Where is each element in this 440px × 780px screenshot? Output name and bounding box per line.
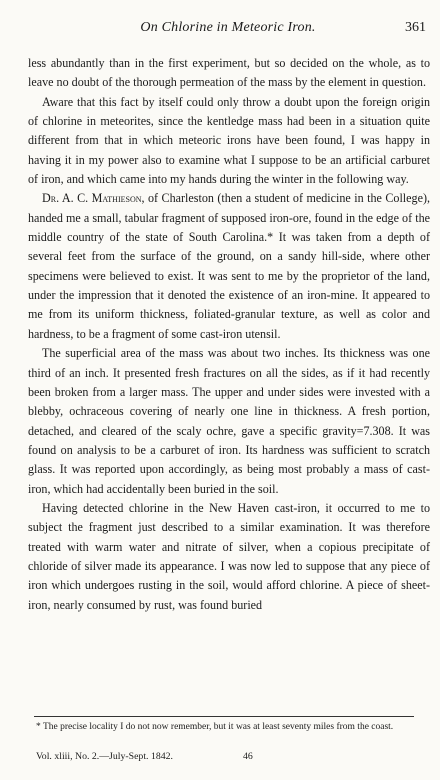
- paragraph-1: less abundantly than in the first experiment, but so decided on the whole, as to leave no doubt of the thorough permeation of the mass by the element in question.: [28, 56, 430, 90]
- running-title: On Chlorine in Meteoric Iron.: [140, 20, 316, 35]
- author-name: Dr. A. C. Mathieson,: [42, 191, 145, 206]
- footnote-divider: [34, 716, 414, 717]
- paragraph-2: Aware that this fact by itself could only throw a doubt upon the foreign origin of chlorine in meteorites, since the kentledge mass had been in a situation quite different from that in which meteoric irons have been found, I was happy in having it in my power also to examine what I suppose to be an artificial carburet of iron, and which came into my hands during the winter in the following way.: [28, 94, 430, 187]
- paragraph-3-text: of Charleston (then a student of medicine in the College), handed me a small, tabular fragment of supposed iron-ore, found in the edge of the middle country of the state of South Carolina.* It was taken from a depth of several feet from the surface of the ground, on a sandy hill-side, where other specimens were believed to exist. It was sent to me by the proprietor of the land, under the impression that it denoted the existence of an iron-mine. It appeared to me from its uniform thickness, foliated-granular texture, as well as color and hardness, to be a fragment of some cast-iron utensil.: [28, 191, 431, 341]
- volume-info: Vol. xliii, No. 2.—July-Sept. 1842.: [36, 751, 173, 762]
- footnote: [28, 721, 430, 734]
- paragraph-4: The superficial area of the mass was about two inches. Its thickness was one third of an inch. It presented fresh fractures on all the sides, as if it had recently been broken from a larger mass. The upper and under sides were invested with a blebby, ochraceous covering of nearly one line in thickness. A fresh portion, detached, and cleared of the scaly ochre, gave a specific gravity=7.308. It was found on analysis to be a carburet of iron. Its hardness was sufficient to scratch glass. It was reported upon accordingly, as being most probably a mass of cast-iron, which had accidentally been buried in the soil.: [28, 346, 430, 496]
- article-body: [28, 54, 430, 615]
- page-header: [28, 20, 428, 40]
- page-number: 361: [405, 20, 426, 35]
- paragraph-3: [28, 189, 430, 344]
- paragraph-5: Having detected chlorine in the New Haven cast-iron, it occurred to me to subject the fragment just described to a similar examination. It was therefore treated with warm water and nitrate of silver, when a copious precipitate of chloride of silver made its appearance. I was now led to suppose that any piece of iron which undergoes rusting in the soil, would afford chlorine. A piece of sheet-iron, nearly consumed by rust, was found buried: [28, 500, 430, 612]
- footnote-text: * The precise locality I do not now remember, but it was at least seventy miles from the coast.: [36, 722, 394, 732]
- sheet-number: 46: [243, 751, 253, 762]
